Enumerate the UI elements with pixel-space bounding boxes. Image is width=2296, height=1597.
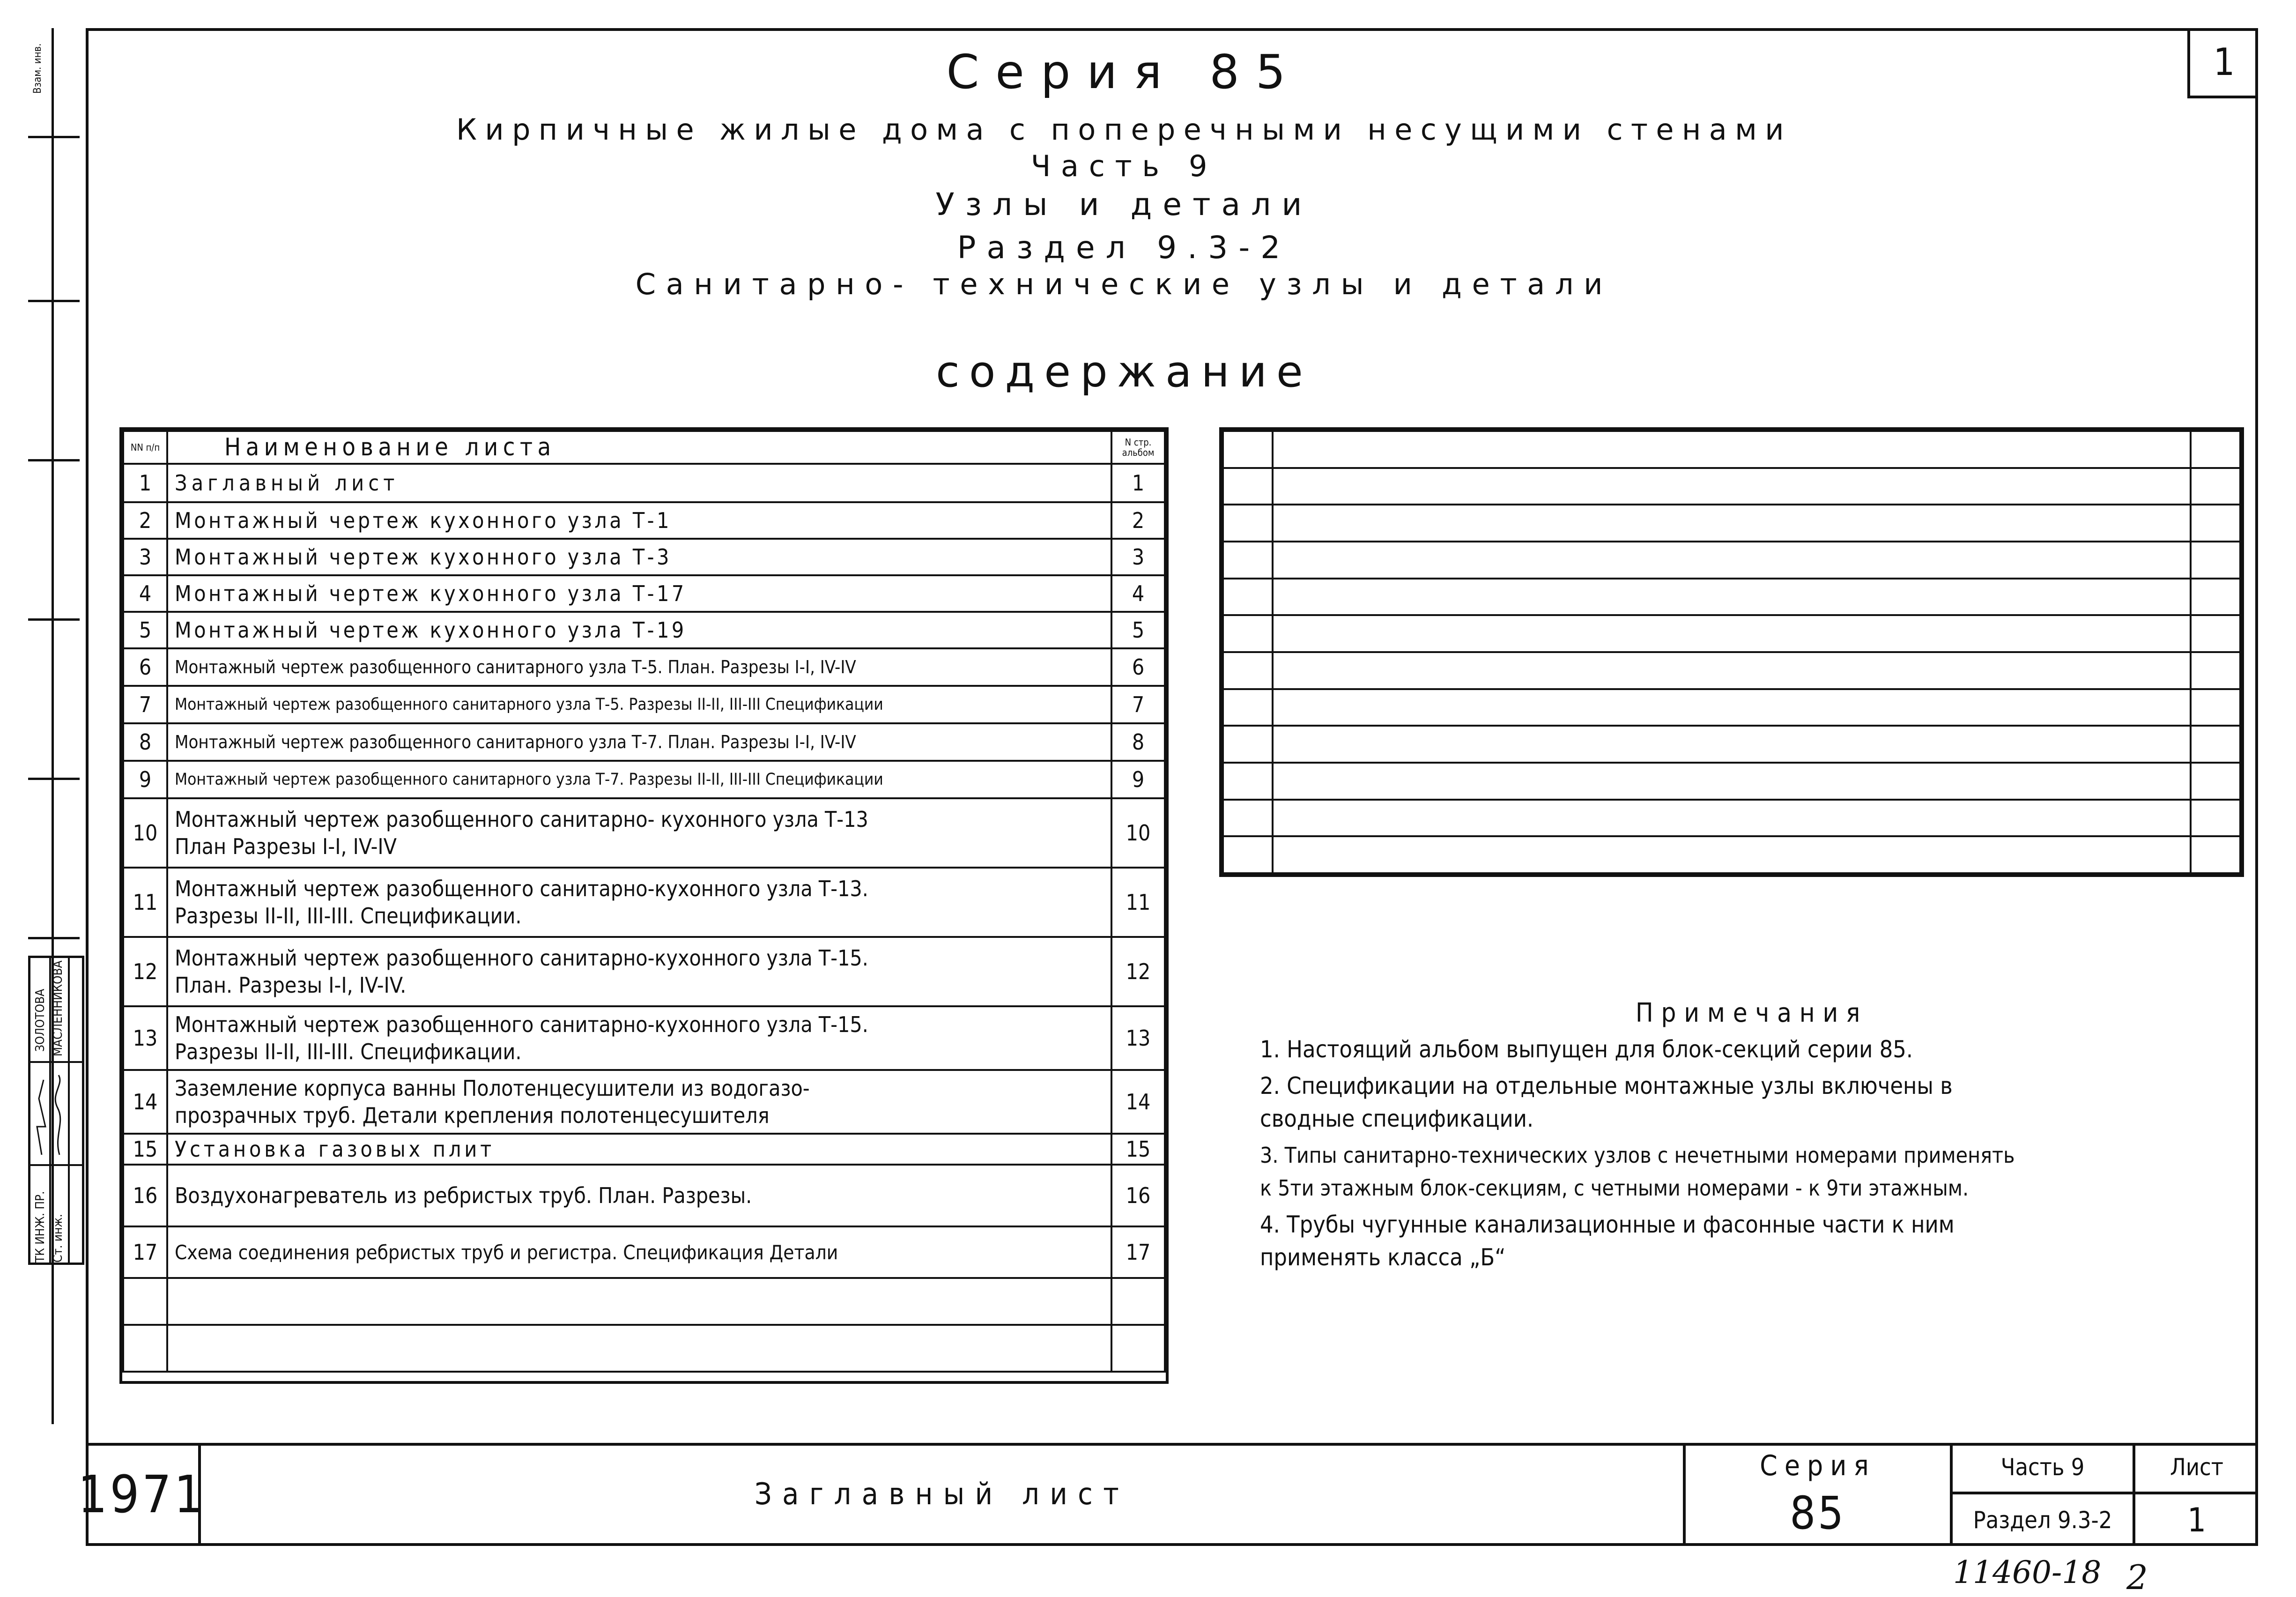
grid-cell	[1223, 836, 1273, 873]
row-page: 12	[1111, 937, 1165, 1006]
stamp-role-2: Ст. инж.	[51, 1214, 65, 1263]
row-num: 2	[123, 502, 167, 539]
table-row	[123, 761, 1165, 798]
table-row	[123, 937, 1165, 1006]
grid-cell	[1223, 615, 1273, 652]
grid-cell	[2191, 431, 2240, 468]
series-subtitle: Кирпичные жилые дома с поперечными несущими стенами	[456, 112, 1792, 147]
stamp-name-2: МАСЛЕННИКОВА	[51, 960, 65, 1056]
table-row	[123, 1134, 1165, 1165]
grid-row	[1223, 763, 2240, 800]
empty-cell	[167, 1278, 1111, 1325]
row-num: 6	[123, 648, 167, 686]
grid-cell	[1273, 836, 2191, 873]
row-page: 2	[1111, 502, 1165, 539]
row-page: 16	[1111, 1165, 1165, 1226]
grid-cell	[2191, 615, 2240, 652]
contents-table	[119, 427, 1169, 1384]
margin-tick	[28, 459, 80, 461]
table-row	[123, 1006, 1165, 1070]
row-name: Монтажный чертеж разобщенного санитарного узла Т-7. Разрезы II-II, III-III Спецификации	[167, 761, 1111, 798]
grid-cell	[2191, 836, 2240, 873]
grid-cell	[1223, 726, 1273, 763]
grid-cell	[2191, 542, 2240, 579]
column-header-name: Наименование листа	[167, 431, 1111, 464]
grid-cell	[1223, 689, 1273, 726]
stamp-role-1: ТК ИНЖ. ПР.	[33, 1191, 47, 1263]
grid-cell	[1223, 468, 1273, 505]
table-row-empty	[123, 1325, 1165, 1372]
table-row	[123, 868, 1165, 937]
grid-cell	[1273, 542, 2191, 579]
row-name: Монтажный чертеж разобщенного санитарно-кухонного узла Т-13. Разрезы II-II, III-III. Спецификации.	[167, 868, 1111, 937]
column-header-page: N стр. альбом	[1111, 431, 1165, 464]
archive-number: 11460-18	[1953, 1554, 2102, 1590]
row-page: 9	[1111, 761, 1165, 798]
table-row	[123, 575, 1165, 612]
margin-signature-stamp	[28, 956, 84, 1265]
row-page: 10	[1111, 798, 1165, 868]
table-row	[123, 723, 1165, 761]
grid-cell	[1223, 505, 1273, 542]
row-name: Установка газовых плит	[167, 1134, 1111, 1165]
grid-cell	[2191, 763, 2240, 800]
archive-sheet: 2	[2126, 1558, 2148, 1597]
table-row	[123, 686, 1165, 723]
row-page: 1	[1111, 464, 1165, 502]
row-name: Монтажный чертеж кухонного узла Т-3	[167, 539, 1111, 575]
section-cell: Раздел 9.3-2	[1950, 1494, 2133, 1546]
row-num: 1	[123, 464, 167, 502]
row-page: 14	[1111, 1070, 1165, 1134]
section-title: Санитарно- технические узлы и детали	[635, 267, 1613, 301]
row-num: 3	[123, 539, 167, 575]
empty-cell	[123, 1325, 167, 1372]
grid-cell	[1223, 652, 1273, 689]
empty-cell	[167, 1325, 1111, 1372]
year-cell: 1971	[78, 1464, 206, 1524]
series-title: Серия 85	[946, 45, 1302, 99]
margin-top-label: Взам. инв.	[32, 43, 44, 94]
grid-row	[1223, 689, 2240, 726]
series-number: 85	[1790, 1487, 1846, 1539]
row-num: 13	[123, 1006, 167, 1070]
row-page: 3	[1111, 539, 1165, 575]
margin-tick	[28, 618, 80, 621]
row-name: Монтажный чертеж кухонного узла Т-19	[167, 612, 1111, 648]
sheet-number-cell: 1	[2133, 1494, 2258, 1546]
stamp-row-line	[30, 1164, 82, 1166]
grid-row	[1223, 468, 2240, 505]
grid-cell	[2191, 726, 2240, 763]
grid-row	[1223, 652, 2240, 689]
table-row	[123, 464, 1165, 502]
notes-block	[1260, 998, 2244, 1278]
column-header-num: NN п/п	[123, 431, 167, 464]
grid-cell	[1223, 542, 1273, 579]
table-row	[123, 1165, 1165, 1226]
grid-row	[1223, 431, 2240, 468]
table-row	[123, 612, 1165, 648]
row-name: Воздухонагреватель из ребристых труб. План. Разрезы.	[167, 1165, 1111, 1226]
grid-row	[1223, 836, 2240, 873]
grid-cell	[1273, 763, 2191, 800]
part-cell: Часть 9	[1950, 1443, 2133, 1494]
row-name: Монтажный чертеж разобщенного санитарного узла Т-7. План. Разрезы I-I, IV-IV	[167, 723, 1111, 761]
part-heading: Часть 9	[1030, 149, 1218, 183]
grid-cell	[1223, 579, 1273, 616]
section-heading: Раздел 9.3-2	[957, 230, 1291, 266]
row-name: Схема соединения ребристых труб и регистра. Спецификация Детали	[167, 1226, 1111, 1278]
grid-row	[1223, 579, 2240, 616]
row-page: 13	[1111, 1006, 1165, 1070]
grid-cell	[1273, 615, 2191, 652]
grid-cell	[2191, 800, 2240, 837]
table-row-empty	[123, 1278, 1165, 1325]
series-cell	[1683, 1443, 1950, 1546]
grid-cell	[1273, 726, 2191, 763]
row-num: 15	[123, 1134, 167, 1165]
grid-cell	[1273, 579, 2191, 616]
note-item: 1. Настоящий альбом выпущен для блок-секций серии 85.	[1260, 1036, 1913, 1063]
stamp-name-1: ЗОЛОТОВА	[33, 988, 47, 1052]
sheet-title-cell: Заглавный лист	[198, 1443, 1683, 1546]
table-row	[123, 1226, 1165, 1278]
contents-header-row	[123, 431, 1165, 464]
grid-row	[1223, 800, 2240, 837]
grid-cell	[1273, 800, 2191, 837]
grid-cell	[1273, 431, 2191, 468]
grid-cell	[2191, 505, 2240, 542]
table-row	[123, 539, 1165, 575]
row-num: 8	[123, 723, 167, 761]
empty-cell	[1111, 1325, 1165, 1372]
row-page: 7	[1111, 686, 1165, 723]
row-num: 7	[123, 686, 167, 723]
note-item: 3. Типы санитарно-технических узлов с нечетными номерами применять к 5ти этажным блок-секциям, с четными номерами - к 9ти этажным.	[1260, 1143, 2015, 1201]
note-item: 4. Трубы чугунные канализационные и фасонные части к ним применять класса „Б“	[1260, 1211, 1955, 1271]
row-page: 4	[1111, 575, 1165, 612]
table-row	[123, 502, 1165, 539]
signature-mark	[32, 1070, 49, 1159]
grid-row	[1223, 505, 2240, 542]
grid-cell	[2191, 579, 2240, 616]
grid-cell	[2191, 689, 2240, 726]
grid-cell	[1273, 468, 2191, 505]
row-page: 5	[1111, 612, 1165, 648]
row-num: 10	[123, 798, 167, 868]
row-name: Монтажный чертеж кухонного узла Т-1	[167, 502, 1111, 539]
row-num: 14	[123, 1070, 167, 1134]
grid-row	[1223, 615, 2240, 652]
row-num: 17	[123, 1226, 167, 1278]
row-page: 8	[1111, 723, 1165, 761]
empty-cell	[123, 1278, 167, 1325]
row-num: 12	[123, 937, 167, 1006]
margin-tick	[28, 937, 80, 939]
series-label: Серия	[1760, 1449, 1876, 1482]
blank-grid-table	[1219, 427, 2244, 877]
row-name: Монтажный чертеж разобщенного санитарно- кухонного узла Т-13 План Разрезы I-I, IV-IV	[167, 798, 1111, 868]
row-name: Монтажный чертеж разобщенного санитарно-кухонного узла Т-15. Разрезы II-II, III-III. Спецификации.	[167, 1006, 1111, 1070]
table-row	[123, 648, 1165, 686]
grid-cell	[2191, 652, 2240, 689]
grid-cell	[1273, 689, 2191, 726]
empty-cell	[1111, 1278, 1165, 1325]
sheet-label-cell: Лист	[2133, 1443, 2258, 1494]
grid-cell	[1223, 800, 1273, 837]
grid-cell	[2191, 468, 2240, 505]
note-item: 2. Спецификации на отдельные монтажные узлы включены в сводные спецификации.	[1260, 1072, 1953, 1132]
grid-cell	[1273, 652, 2191, 689]
stamp-column-line	[68, 958, 70, 1263]
signature-mark	[51, 1070, 68, 1159]
margin-tick	[28, 136, 80, 138]
margin-tick	[28, 300, 80, 302]
row-name: Заглавный лист	[167, 464, 1111, 502]
margin-tick	[28, 778, 80, 780]
stamp-row-line	[30, 1061, 82, 1063]
row-name: Монтажный чертеж кухонного узла Т-17	[167, 575, 1111, 612]
grid-row	[1223, 726, 2240, 763]
row-page: 11	[1111, 868, 1165, 937]
row-page: 17	[1111, 1226, 1165, 1278]
notes-title: Примечания	[1635, 998, 1868, 1028]
row-name: Заземление корпуса ванны Полотенцесушители из водогазо- прозрачных труб. Детали крепления полотенцесушителя	[167, 1070, 1111, 1134]
sheet-number-box: 1	[2187, 28, 2258, 98]
row-num: 5	[123, 612, 167, 648]
table-row	[123, 1070, 1165, 1134]
row-num: 16	[123, 1165, 167, 1226]
row-num: 4	[123, 575, 167, 612]
row-name: Монтажный чертеж разобщенного санитарного узла Т-5. Разрезы II-II, III-III Спецификации	[167, 686, 1111, 723]
row-name: Монтажный чертеж разобщенного санитарно-кухонного узла Т-15. План. Разрезы I-I, IV-IV.	[167, 937, 1111, 1006]
row-name: Монтажный чертеж разобщенного санитарного узла Т-5. План. Разрезы I-I, IV-IV	[167, 648, 1111, 686]
row-num: 9	[123, 761, 167, 798]
grid-cell	[1223, 763, 1273, 800]
part-title: Узлы и детали	[935, 186, 1313, 223]
grid-cell	[1223, 431, 1273, 468]
table-row	[123, 798, 1165, 868]
contents-heading: содержание	[936, 347, 1312, 397]
row-page: 6	[1111, 648, 1165, 686]
row-num: 11	[123, 868, 167, 937]
row-page: 15	[1111, 1134, 1165, 1165]
grid-cell	[1273, 505, 2191, 542]
grid-row	[1223, 542, 2240, 579]
